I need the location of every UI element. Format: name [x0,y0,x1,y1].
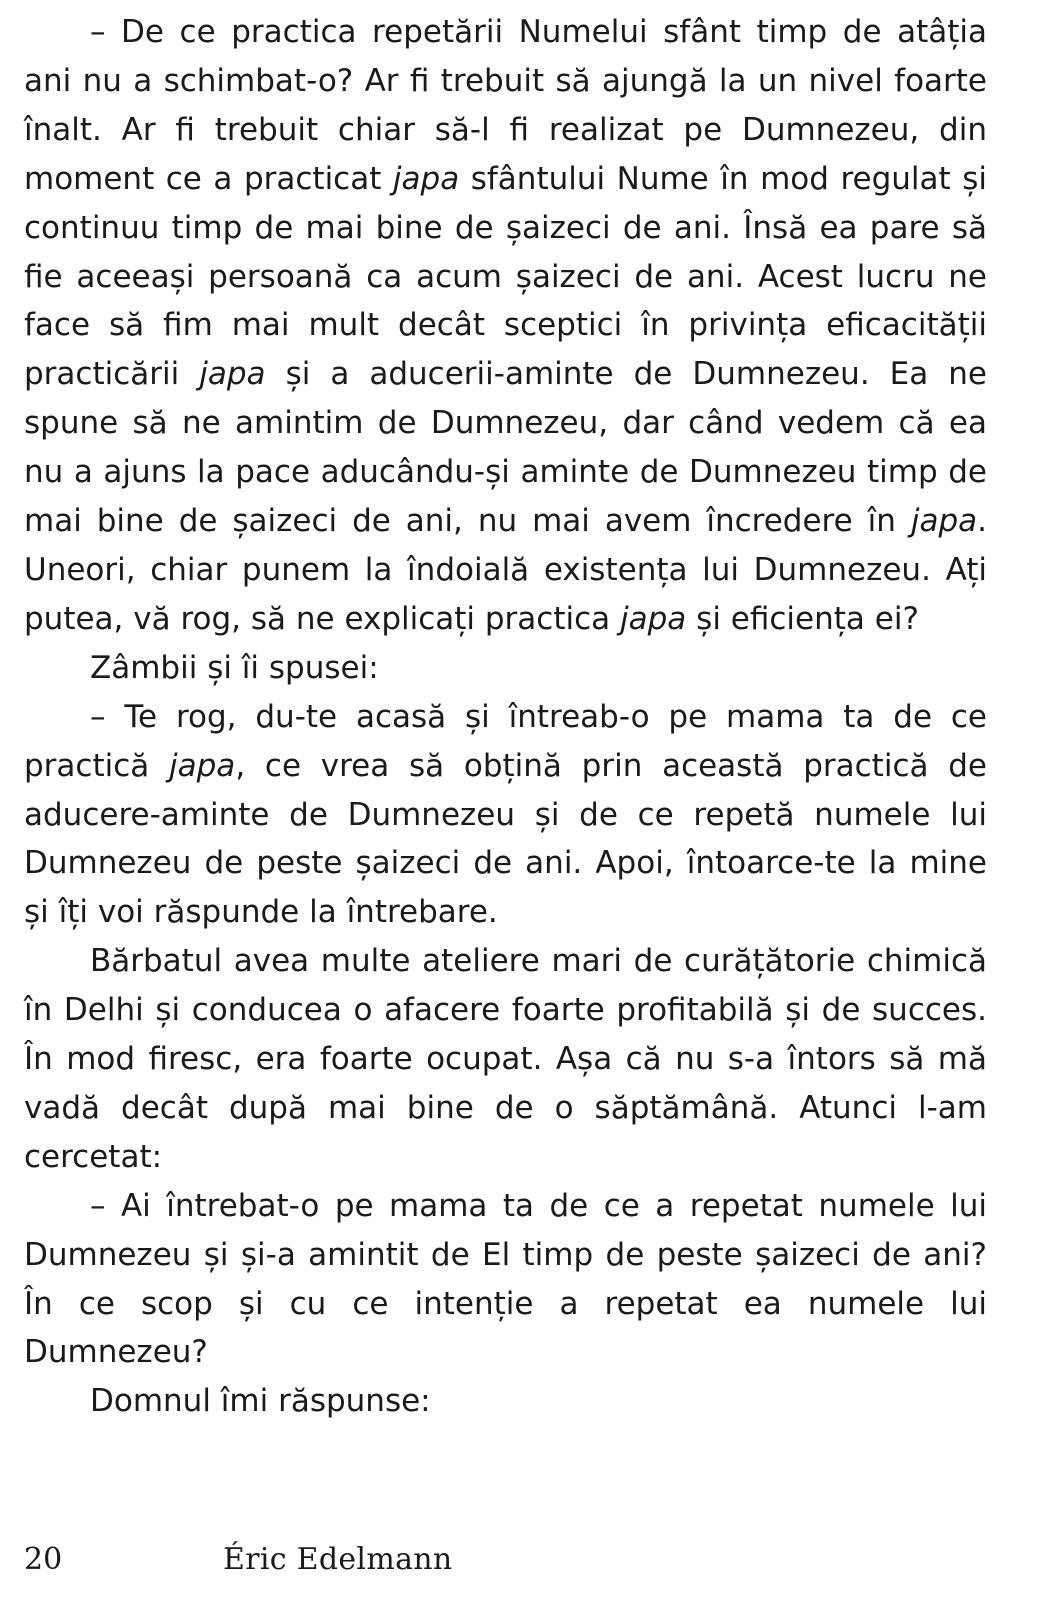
paragraph-question: – De ce practica repetării Numelui sfânt timp de atâția ani nu a schimbat-o? Ar fi trebuit să ajungă la un nivel foarte înalt. Ar fi trebuit chiar să-l fi realizat pe Dumnezeu, din moment ce a practicat japa sfântului Nume în mod regulat și continuu timp de mai bine de șaizeci de ani. Însă ea pare să fie aceeași persoană ca acum șaizeci de ani. Acest lucru ne face să fim mai mult decât sceptici în privința eficacității practicării japa și a aducerii-aminte de Dumnezeu. Ea ne spune să ne amintim de Dumnezeu, dar când vedem că ea nu a ajuns la pace aducându-și aminte de Dumnezeu timp de mai bine de șaizeci de ani, nu mai avem încredere în japa. Uneori, chiar punem la îndoială existența lui Dumnezeu. Ați putea, vă rog, să ne explicați practica japa și eficiența ei? [24,14,987,637]
paragraph-followup-question: – Ai întrebat-o pe mama ta de ce a repetat numele lui Dumnezeu și și-a amintit de El timp de peste șaizeci de ani? În ce scop și cu ce intenție a repetat ea numele lui Dumnezeu? [24,1187,987,1371]
page-footer [24,1542,987,1582]
italic-term: japa [392,160,460,197]
paragraph-smile: Zâmbii și îi spusei: [90,649,379,686]
running-footer-author: Éric Edelmann [223,1542,453,1577]
page-number: 20 [24,1542,63,1577]
italic-term: japa [169,747,236,784]
paragraph-reply-intro: Domnul îmi răspunse: [90,1383,431,1420]
italic-term: japa [910,503,978,540]
page-body [24,8,987,1426]
paragraph-narration: Bărbatul avea multe ateliere mari de curățătorie chimică în Delhi și conducea o afacere foarte profitabilă și de succes. În mod firesc, era foarte ocupat. Așa că nu s-a întors să mă vadă decât după mai bine de o săptămână. Atunci l-am cercetat: [24,943,987,1175]
paragraph-answer: – Te rog, du-te acasă și întreab-o pe mama ta de ce practică japa, ce vrea să obțină prin această practică de aducere-aminte de Dumnezeu și de ce repetă numele lui Dumnezeu de peste șaizeci de ani. Apoi, întoarce-te la mine și îți voi răspunde la întrebare. [24,698,987,931]
italic-term: japa [620,600,687,637]
italic-term: japa [199,356,266,393]
